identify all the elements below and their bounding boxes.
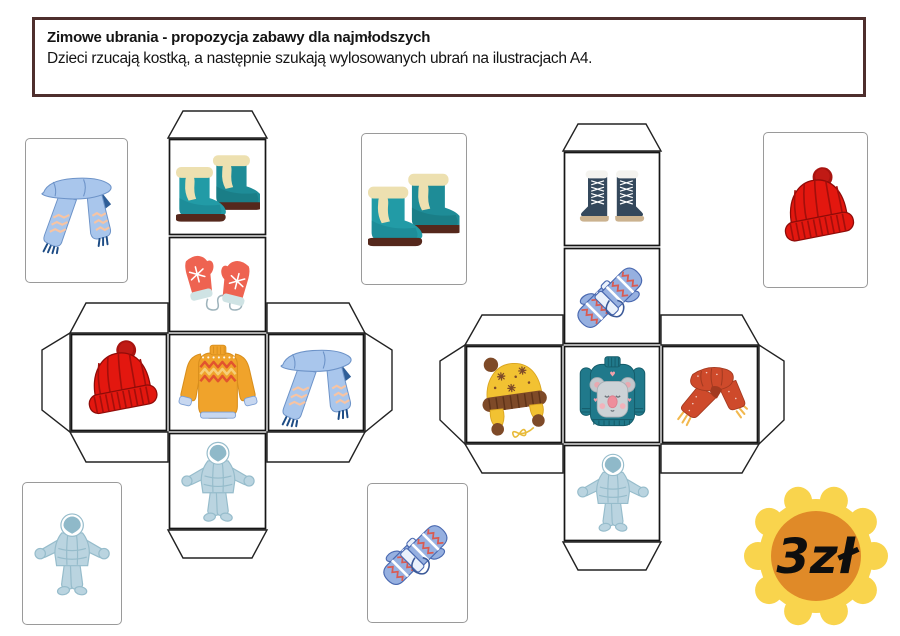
card-snowsuit	[22, 482, 122, 625]
yellow-earflap-hat-icon	[468, 350, 560, 440]
price-badge-label: 3zł	[776, 529, 856, 585]
blue-scarf-icon	[270, 338, 362, 428]
snowsuit-icon	[572, 446, 654, 538]
yellow-sweater-icon	[174, 338, 262, 428]
blue-scarf-icon	[32, 149, 121, 272]
card-blue-scarf	[25, 138, 128, 283]
price-badge	[741, 481, 891, 631]
snowsuit-icon	[176, 434, 260, 528]
snowsuit-icon	[29, 493, 115, 614]
worksheet-title: Zimowe ubrania - propozycja zabawy dla najmłodszych	[47, 29, 431, 46]
teal-boots-icon	[368, 145, 460, 274]
teal-boots-icon	[172, 146, 264, 230]
blue-mittens-icon	[374, 494, 461, 613]
card-blue-mittens	[367, 483, 468, 623]
worksheet-subtitle: Dzieci rzucają kostką, a następnie szukają wylosowanych ubrań na ilustracjach A4.	[47, 50, 593, 67]
navy-boots-icon	[572, 158, 652, 242]
red-hat-icon	[74, 338, 164, 428]
card-teal-boots	[361, 133, 467, 285]
koala-sweater-icon	[570, 349, 655, 441]
red-hat-icon	[770, 144, 861, 276]
red-mittens-icon	[174, 242, 262, 328]
blue-mittens-icon	[566, 252, 658, 340]
card-red-hat	[763, 132, 868, 288]
red-scarf-icon	[664, 352, 756, 438]
